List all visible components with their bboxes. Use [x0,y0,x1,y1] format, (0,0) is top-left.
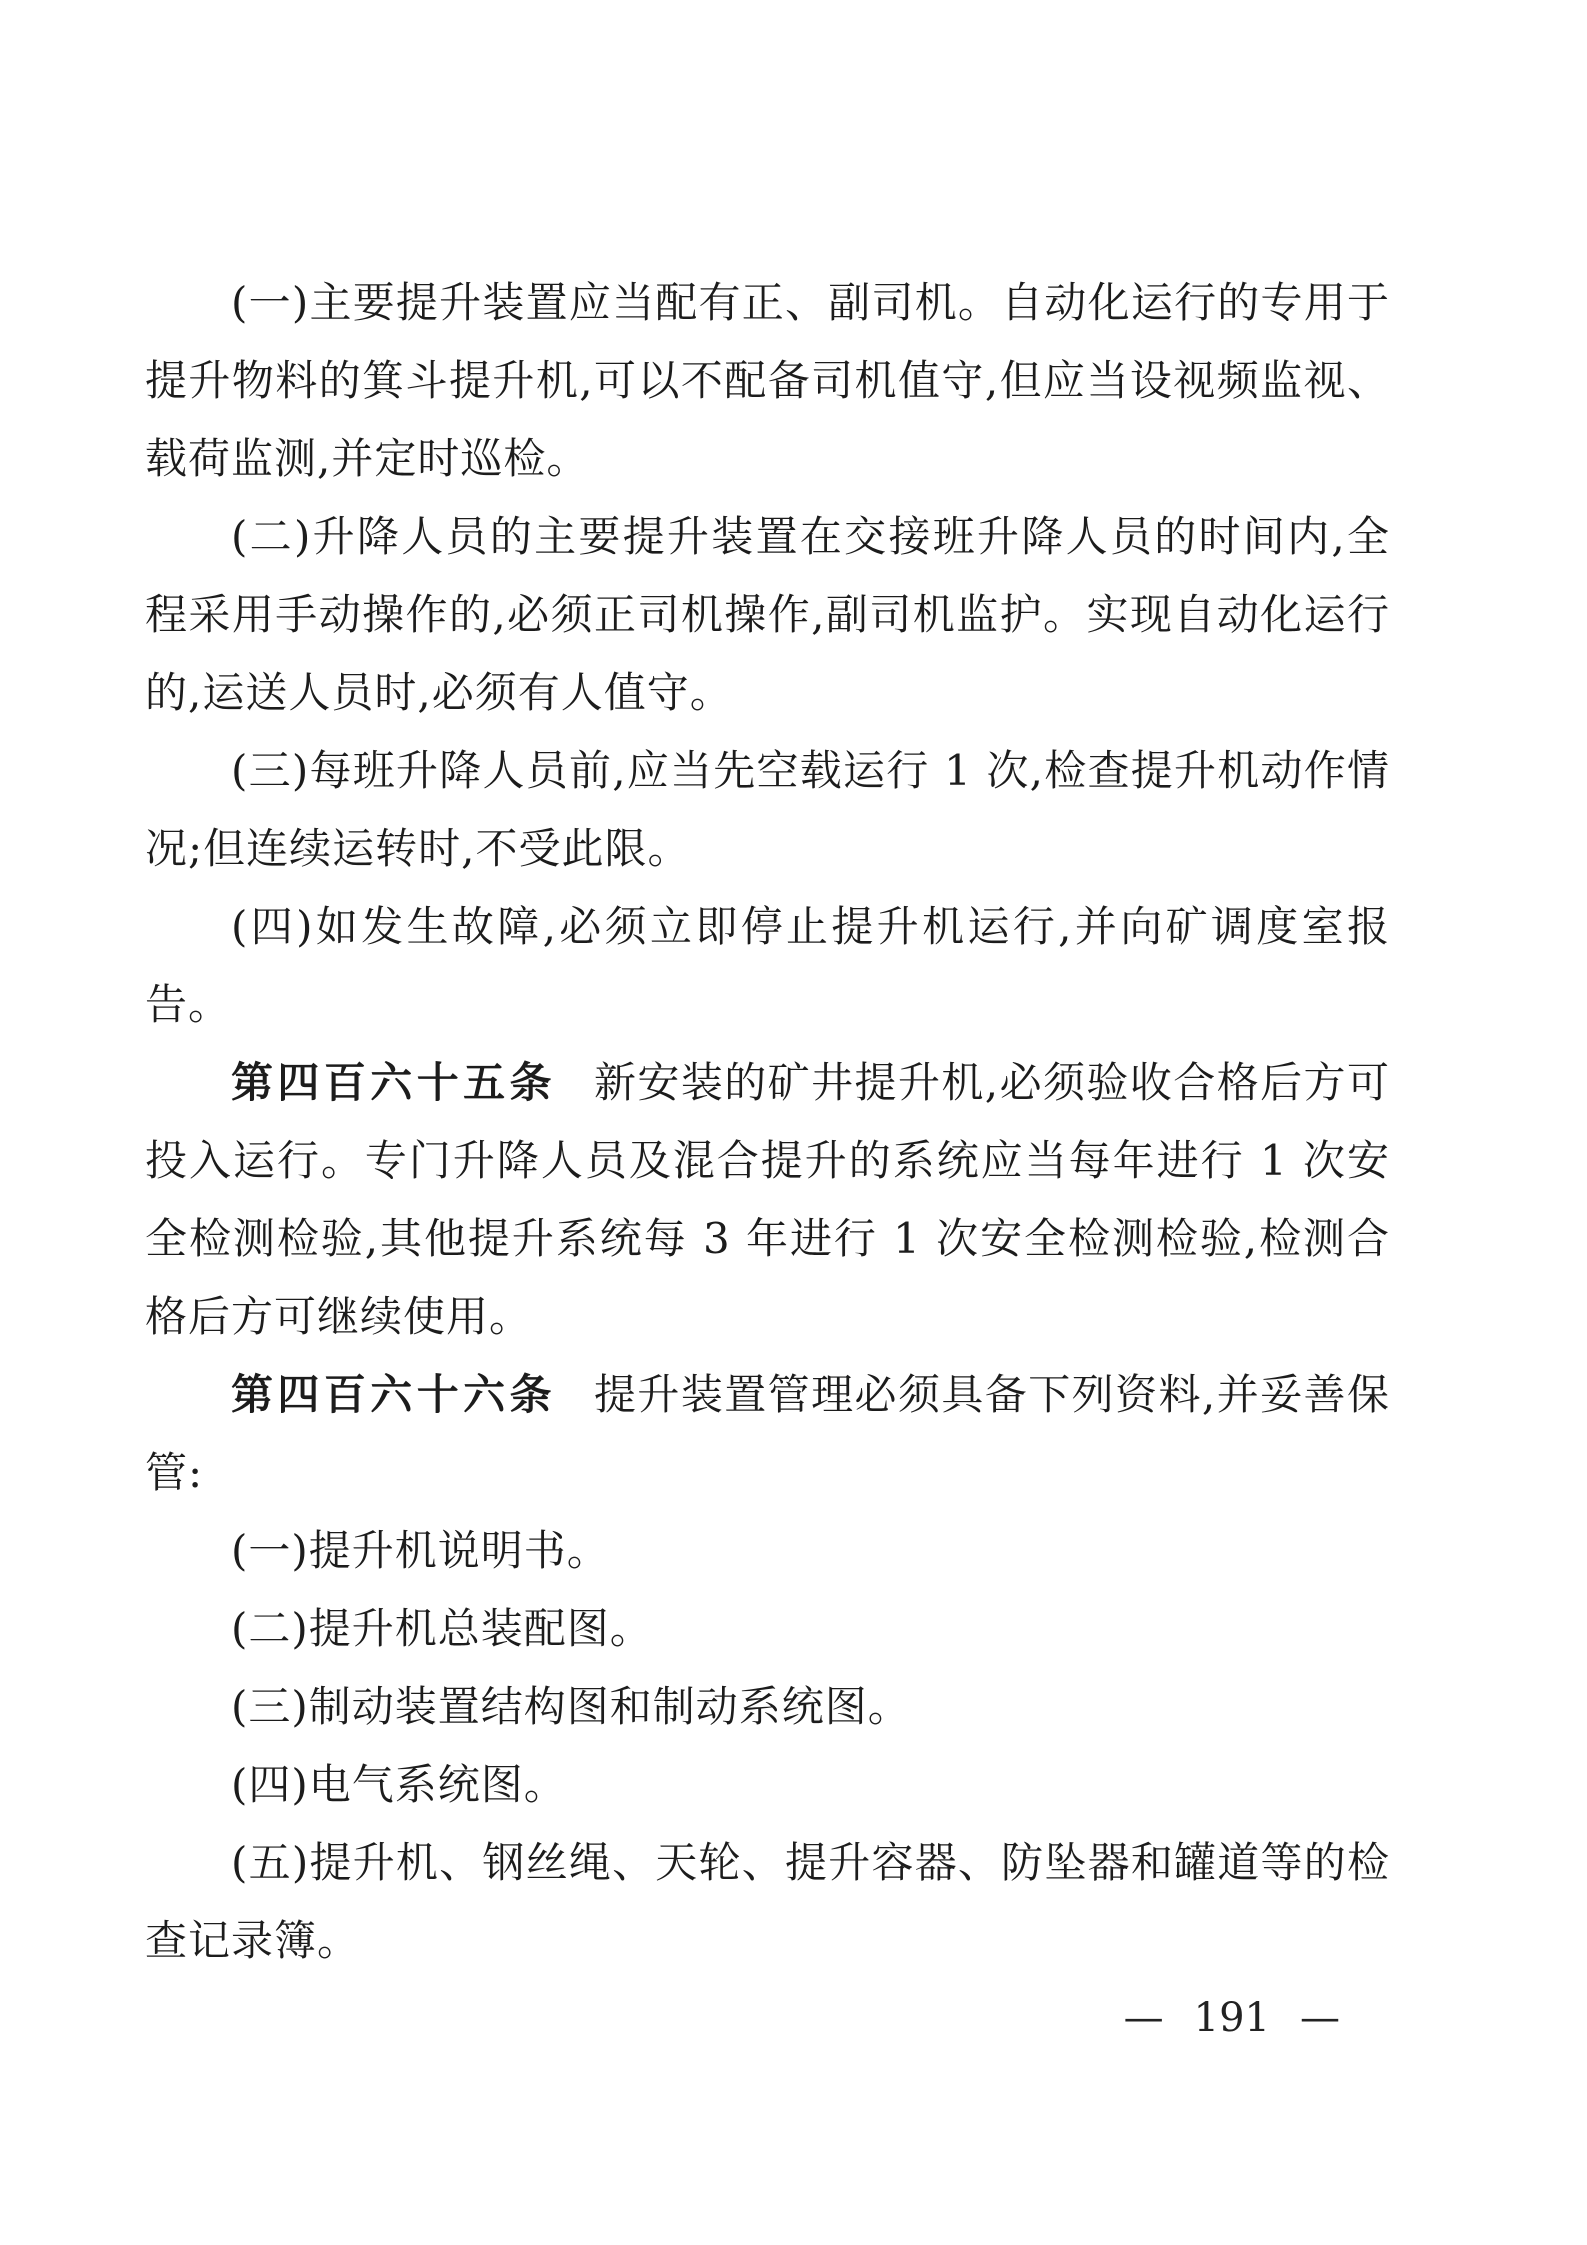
list-item-2 [145,1590,1390,1668]
article-466-number: 第四百六十六条 [231,1371,556,1418]
page-number: 191 [1193,1995,1270,2041]
list-item-text: (四)电气系统图。 [231,1760,567,1809]
list-item-3 [145,1668,1390,1746]
list-item-text: (一)提升机说明书。 [231,1526,610,1575]
list-item-4 [145,1746,1390,1824]
list-item-text: (五)提升机、钢丝绳、天轮、提升容器、防坠器和罐道等的检查记录簿。 [145,1838,1390,1965]
clause-text: (二)升降人员的主要提升装置在交接班升降人员的时间内,全程采用手动操作的,必须正司机操作,副司机监护。实现自动化运行的,运送人员时,必须有人值守。 [145,512,1390,717]
article-466-text: 提升装置管理必须具备下列资料,并妥善保管: [145,1370,1390,1497]
footer-left-dash: — [1123,1995,1164,2041]
clause-item-2 [145,498,1390,732]
footer-right-dash: — [1300,1995,1340,2041]
clause-text: (一)主要提升装置应当配有正、副司机。自动化运行的专用于提升物料的箕斗提升机,可以不配备司机值守,但应当设视频监视、载荷监测,并定时巡检。 [145,278,1390,483]
list-item-text: (二)提升机总装配图。 [231,1604,653,1653]
article-465-text: 新安装的矿井提升机,必须验收合格后方可投入运行。专门升降人员及混合提升的系统应当每年进行 1 次安全检测检验,其他提升系统每 3 年进行 1 次安全检测检验,检测合格后方可继续使用。 [145,1058,1390,1341]
document-body [145,264,1390,1980]
list-item-1 [145,1512,1390,1590]
article-465 [145,1044,1390,1356]
clause-item-4 [145,888,1390,1044]
clause-item-3 [145,732,1390,888]
article-466 [145,1356,1390,1512]
list-item-5 [145,1824,1390,1980]
clause-text: (三)每班升降人员前,应当先空载运行 1 次,检查提升机动作情况;但连续运转时,不受此限。 [145,746,1390,873]
list-item-text: (三)制动装置结构图和制动系统图。 [231,1682,911,1731]
clause-item-1 [145,264,1390,498]
clause-text: (四)如发生故障,必须立即停止提升机运行,并向矿调度室报告。 [145,902,1390,1029]
page-number-footer [1124,1996,1340,2040]
article-465-number: 第四百六十五条 [231,1059,556,1106]
